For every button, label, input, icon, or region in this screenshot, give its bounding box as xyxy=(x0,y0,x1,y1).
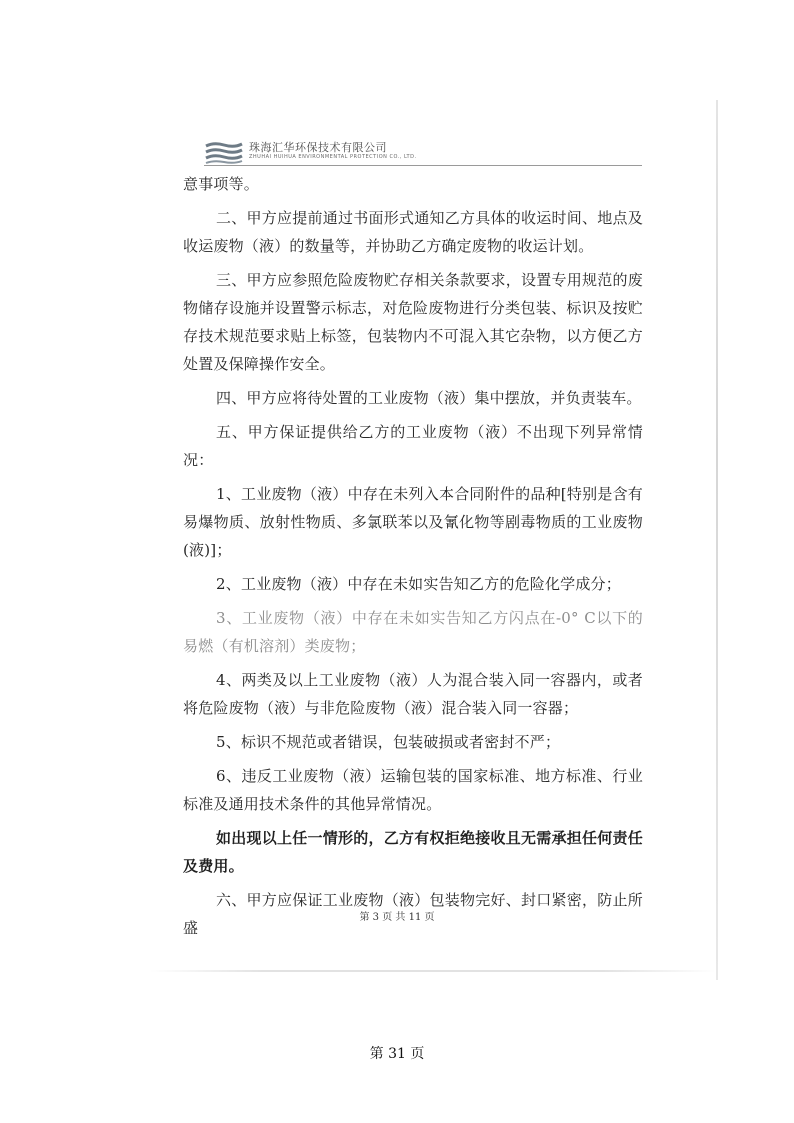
scan-edge-bottom xyxy=(150,970,716,972)
clause-4: 四、甲方应将待处置的工业废物（液）集中摆放，并负责装车。 xyxy=(216,389,642,407)
header-divider xyxy=(204,165,642,166)
clause-5-consequence: 如出现以上任一情形的，乙方有权拒绝接收且无需承担任何责任及费用。 xyxy=(183,829,643,875)
company-name-en: ZHUHAI HUIHUA ENVIRONMENTAL PROTECTION CO., LTD. xyxy=(249,154,417,160)
paragraph-continuation: 意事项等。 xyxy=(183,175,260,193)
clause-3: 三、甲方应参照危险废物贮存相关条款要求，设置专用规范的废物储存设施并设置警示标志，对危险废物进行分类包装、标识及按贮存技术规范要求贴上标签，包装物内不可混入其它杂物，以方便乙方处置及保障操作安全。 xyxy=(183,271,643,373)
clause-5-item-5: 5、标识不规范或者错误，包装破损或者密封不严； xyxy=(216,733,561,751)
outer-page-number: 第 31 页 xyxy=(369,1046,425,1062)
clause-5-item-2: 2、工业废物（液）中存在未如实告知乙方的危险化学成分； xyxy=(216,575,621,593)
clause-5-item-1: 1、工业废物（液）中存在未列入本合同附件的品种[特别是含有易爆物质、放射性物质、多氯联苯以及氰化物等剧毒物质的工业废物(液)]； xyxy=(183,485,643,559)
clause-5: 五、甲方保证提供给乙方的工业废物（液）不出现下列异常情况： xyxy=(183,423,643,469)
clause-5-item-6: 6、违反工业废物（液）运输包装的国家标准、地方标准、行业标准及通用技术条件的其他异常情况。 xyxy=(183,767,643,813)
clause-2: 二、甲方应提前通过书面形式通知乙方具体的收运时间、地点及收运废物（液）的数量等，并协助乙方确定废物的收运计划。 xyxy=(183,209,643,255)
company-name-cn: 珠海汇华环保技术有限公司 xyxy=(249,141,387,154)
clause-6: 六、甲方应保证工业废物（液）包装物完好、封口紧密，防止所盛 xyxy=(183,891,643,937)
inner-page-number: 第 3 页 共 11 页 xyxy=(359,912,435,923)
company-wave-logo-icon xyxy=(204,140,244,166)
scan-edge-right xyxy=(716,100,718,980)
clause-5-item-4: 4、两类及以上工业废物（液）人为混合装入同一容器内，或者将危险废物（液）与非危险废物（液）混合装入同一容器； xyxy=(183,671,643,717)
contract-body xyxy=(183,170,643,942)
clause-5-item-3: 3、工业废物（液）中存在未如实告知乙方闪点在-0° C以下的易燃（有机溶剂）类废物； xyxy=(183,609,643,655)
